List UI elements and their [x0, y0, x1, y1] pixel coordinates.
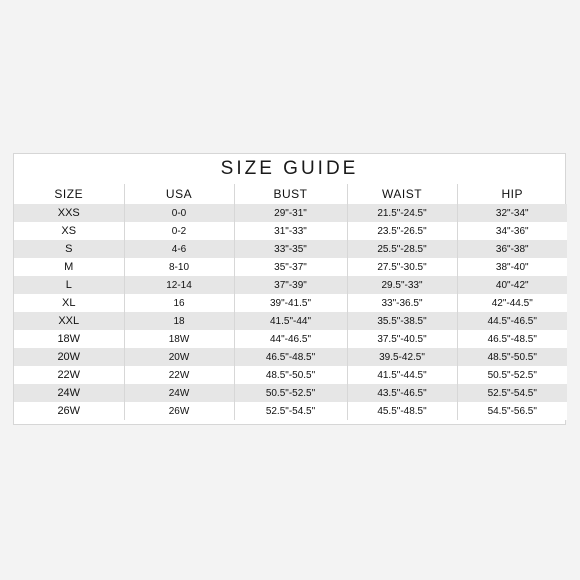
- bust-cell: 52.5"-54.5": [234, 402, 347, 420]
- bust-cell: 48.5"-50.5": [234, 366, 347, 384]
- hip-cell: 40"-42": [457, 276, 567, 294]
- size-cell: 18W: [57, 333, 81, 345]
- bust-cell: 41.5"-44": [234, 312, 347, 330]
- usa-cell: 4-6: [124, 240, 234, 258]
- table-row: [14, 312, 567, 330]
- size-cell: 26W: [57, 405, 81, 417]
- hip-cell: 50.5"-52.5": [457, 366, 567, 384]
- hip-cell: 44.5"-46.5": [457, 312, 567, 330]
- table-row: [14, 330, 567, 348]
- usa-cell: 12-14: [124, 276, 234, 294]
- waist-cell: 27.5"-30.5": [347, 258, 457, 276]
- hip-cell: 34"-36": [457, 222, 567, 240]
- table-row: [14, 384, 567, 402]
- column-header-hip: HIP: [457, 184, 567, 204]
- hip-cell: 32"-34": [457, 204, 567, 222]
- usa-cell: 18: [124, 312, 234, 330]
- table-row: [14, 222, 567, 240]
- usa-cell: 8-10: [124, 258, 234, 276]
- waist-cell: 39.5-42.5": [347, 348, 457, 366]
- usa-cell: 20W: [124, 348, 234, 366]
- usa-cell: 22W: [124, 366, 234, 384]
- usa-cell: 18W: [124, 330, 234, 348]
- header-row: [14, 184, 567, 204]
- hip-cell: 46.5"-48.5": [457, 330, 567, 348]
- waist-cell: 43.5"-46.5": [347, 384, 457, 402]
- size-cell: S: [65, 243, 73, 255]
- size-cell: XXL: [58, 315, 80, 327]
- table-row: [14, 240, 567, 258]
- bust-cell: 33"-35": [234, 240, 347, 258]
- table-row: [14, 204, 567, 222]
- usa-cell: 0-2: [124, 222, 234, 240]
- waist-cell: 45.5"-48.5": [347, 402, 457, 420]
- table-row: [14, 276, 567, 294]
- hip-cell: 48.5"-50.5": [457, 348, 567, 366]
- table-row: [14, 348, 567, 366]
- bust-cell: 50.5"-52.5": [234, 384, 347, 402]
- hip-cell: 36"-38": [457, 240, 567, 258]
- size-cell: 22W: [57, 369, 81, 381]
- size-cell: XL: [62, 297, 76, 309]
- column-header-waist: WAIST: [347, 184, 457, 204]
- usa-cell: 16: [124, 294, 234, 312]
- table-row: [14, 402, 567, 420]
- bust-cell: 29"-31": [234, 204, 347, 222]
- waist-cell: 37.5"-40.5": [347, 330, 457, 348]
- waist-cell: 33"-36.5": [347, 294, 457, 312]
- size-cell: M: [64, 261, 74, 273]
- hip-cell: 42"-44.5": [457, 294, 567, 312]
- size-cell: 20W: [57, 351, 81, 363]
- waist-cell: 23.5"-26.5": [347, 222, 457, 240]
- table-row: [14, 366, 567, 384]
- usa-cell: 0-0: [124, 204, 234, 222]
- hip-cell: 52.5"-54.5": [457, 384, 567, 402]
- column-header-usa: USA: [124, 184, 234, 204]
- size-cell: 24W: [57, 387, 81, 399]
- column-header-bust: BUST: [234, 184, 347, 204]
- bust-cell: 39"-41.5": [234, 294, 347, 312]
- bust-cell: 31"-33": [234, 222, 347, 240]
- bust-cell: 46.5"-48.5": [234, 348, 347, 366]
- waist-cell: 29.5"-33": [347, 276, 457, 294]
- usa-cell: 26W: [124, 402, 234, 420]
- size-cell: XS: [61, 225, 77, 237]
- waist-cell: 35.5"-38.5": [347, 312, 457, 330]
- bust-cell: 44"-46.5": [234, 330, 347, 348]
- waist-cell: 25.5"-28.5": [347, 240, 457, 258]
- waist-cell: 21.5"-24.5": [347, 204, 457, 222]
- hip-cell: 38"-40": [457, 258, 567, 276]
- bust-cell: 37"-39": [234, 276, 347, 294]
- column-header-size: SIZE: [54, 187, 84, 201]
- size-cell: L: [65, 279, 72, 291]
- size-rows: [14, 204, 567, 420]
- bust-cell: 35"-37": [234, 258, 347, 276]
- table-row: [14, 258, 567, 276]
- waist-cell: 41.5"-44.5": [347, 366, 457, 384]
- hip-cell: 54.5"-56.5": [457, 402, 567, 420]
- size-guide-chart: [13, 153, 566, 425]
- size-table: [14, 184, 567, 420]
- table-row: [14, 294, 567, 312]
- usa-cell: 24W: [124, 384, 234, 402]
- size-guide-title: SIZE GUIDE: [220, 158, 359, 179]
- size-cell: XXS: [57, 207, 80, 219]
